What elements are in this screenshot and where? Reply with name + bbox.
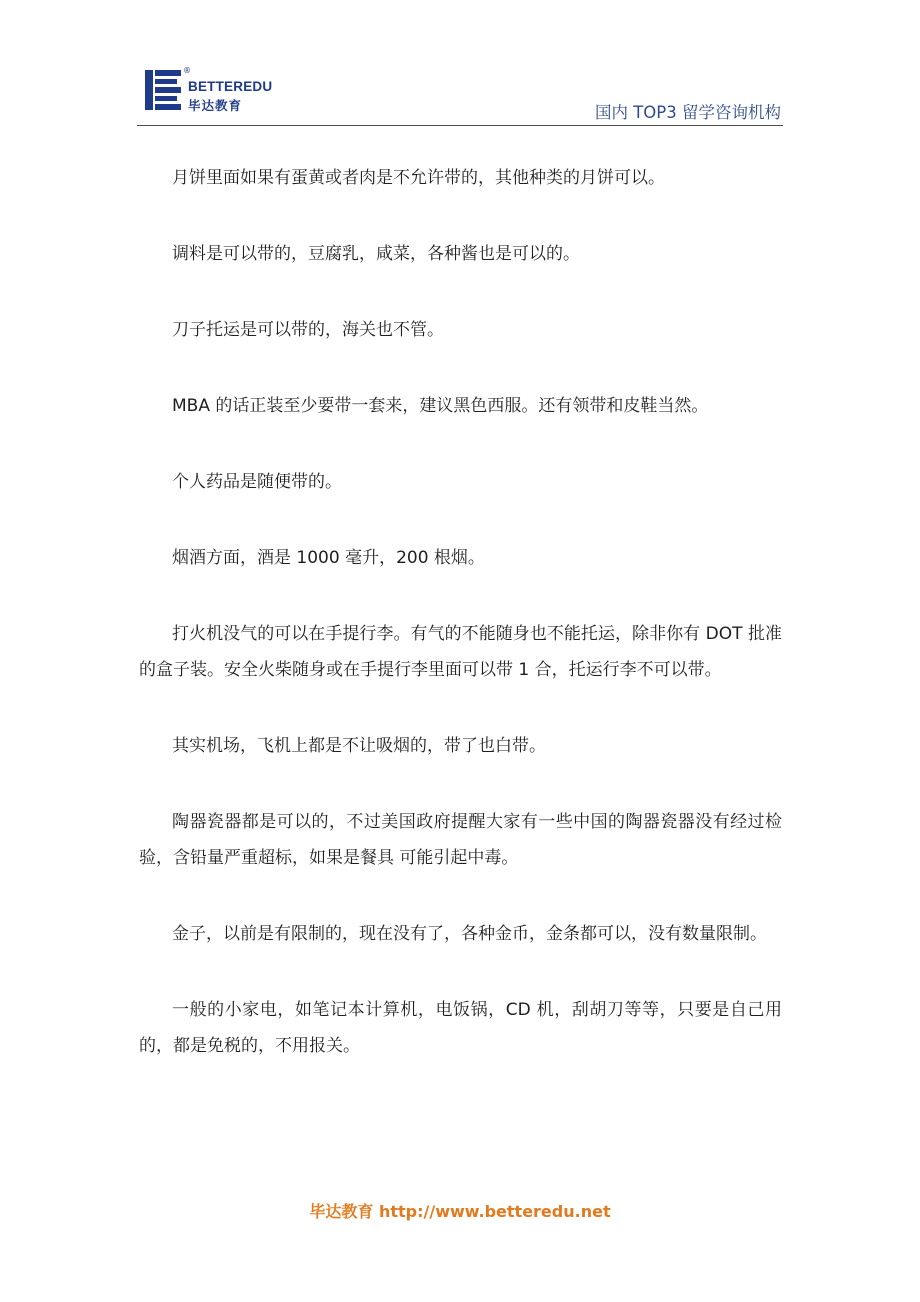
- paragraph: 金子，以前是有限制的，现在没有了，各种金币，金条都可以，没有数量限制。: [172, 924, 767, 944]
- registered-mark: ®: [183, 66, 191, 75]
- document-body: [139, 160, 782, 1104]
- logo-text-en: BETTEREDU: [188, 79, 273, 94]
- logo-mark-icon: [145, 68, 185, 112]
- paragraph: 打火机没气的可以在手提行李。有气的不能随身也不能托运，除非你有 DOT 批准的盒子装。安全火柴随身或在手提行李里面可以带 1 合，托运行李不可以带。: [139, 624, 782, 680]
- paragraph: 其实机场，飞机上都是不让吸烟的，带了也白带。: [172, 736, 546, 756]
- logo-text-cn: 毕达教育: [188, 98, 243, 113]
- paragraph: 烟酒方面，酒是 1000 毫升，200 根烟。: [172, 548, 485, 568]
- betteredu-logo: [145, 66, 295, 114]
- paragraph: 个人药品是随便带的。: [172, 472, 342, 492]
- paragraph: MBA 的话正装至少要带一套来，建议黑色西服。还有领带和皮鞋当然。: [172, 396, 709, 416]
- header-tagline: 国内 TOP3 留学咨询机构: [594, 103, 781, 122]
- paragraph: 陶器瓷器都是可以的，不过美国政府提醒大家有一些中国的陶器瓷器没有经过检验，含铅量严重超标，如果是餐具 可能引起中毒。: [139, 812, 782, 868]
- paragraph: 月饼里面如果有蛋黄或者肉是不允许带的，其他种类的月饼可以。: [172, 168, 665, 188]
- footer-link[interactable]: 毕达教育 http://www.betteredu.net: [309, 1202, 611, 1221]
- header-divider: [137, 125, 783, 126]
- page-header: [0, 0, 920, 130]
- paragraph: 刀子托运是可以带的，海关也不管。: [172, 320, 444, 340]
- paragraph: 调料是可以带的，豆腐乳，咸菜，各种酱也是可以的。: [172, 244, 580, 264]
- paragraph: 一般的小家电，如笔记本计算机，电饭锅，CD 机，刮胡刀等等，只要是自己用的，都是免税的，不用报关。: [139, 1000, 782, 1056]
